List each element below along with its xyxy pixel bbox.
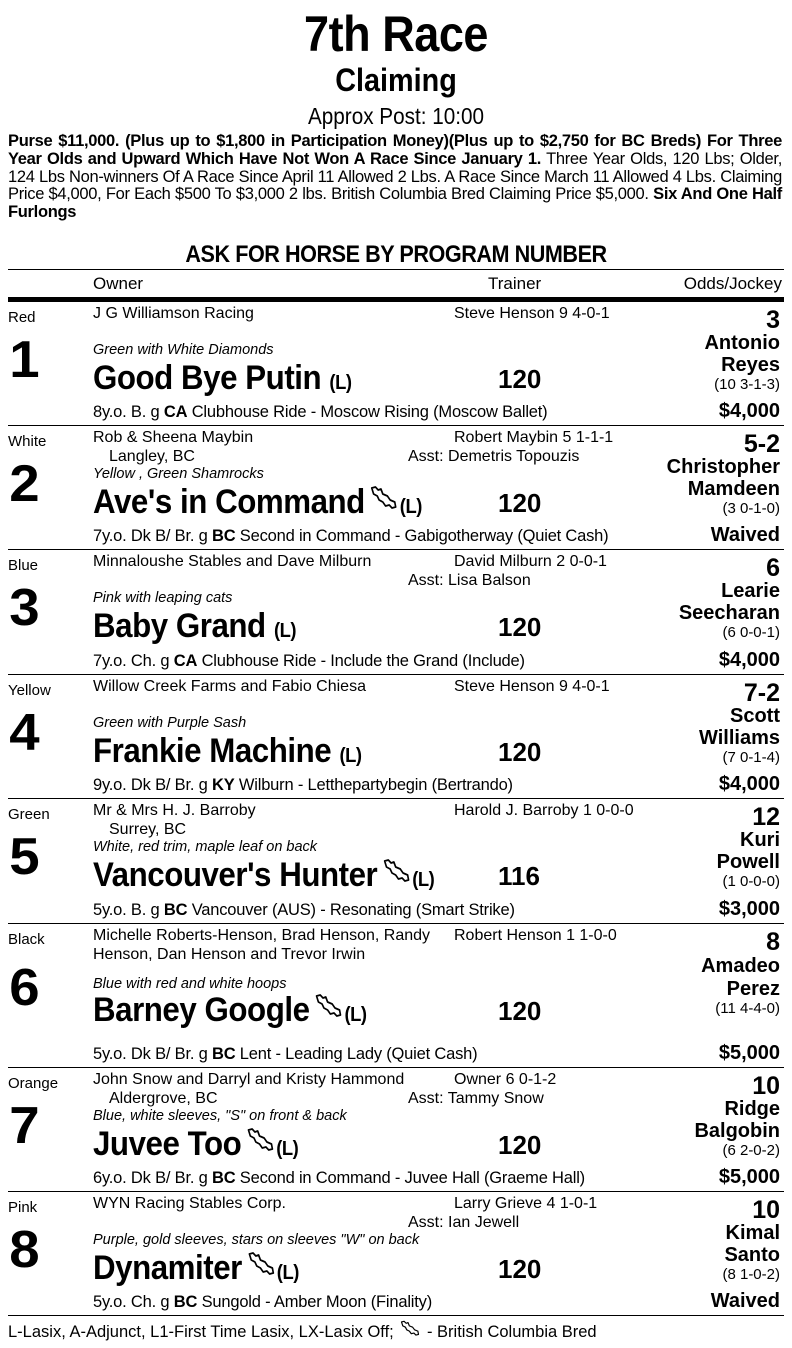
saddle-cloth-color: Red — [8, 309, 36, 326]
horse-name-text: Baby Grand — [93, 607, 266, 645]
sire-dam: Second in Command - Juvee Hall (Graeme Hall) — [235, 1169, 585, 1187]
trainer: Owner 6 0-1-2 — [454, 1071, 557, 1088]
medication: (L) — [273, 620, 297, 642]
horse-name — [93, 990, 367, 1035]
trainer: Steve Henson 9 4-0-1 — [454, 305, 610, 322]
trainer: David Milburn 2 0-0-1 — [454, 553, 607, 570]
race-conditions — [8, 133, 782, 222]
owner — [93, 801, 256, 839]
horse-name-text: Barney Google — [93, 991, 310, 1029]
medication-legend: L-Lasix, A-Adjunct, L1-First Time Lasix, LX-Lasix Off; — [8, 1323, 394, 1341]
jockey-first-name: Christopher — [666, 456, 780, 478]
horse-name — [93, 606, 296, 651]
owner-location: Langley, BC — [109, 448, 195, 465]
owner — [93, 1194, 286, 1213]
weight: 116 — [498, 861, 540, 891]
entry-divider — [8, 1315, 784, 1317]
morning-line-odds: 3 — [766, 306, 780, 334]
claiming-price: $5,000 — [718, 1042, 780, 1064]
morning-line-odds: 7-2 — [743, 679, 780, 707]
saddle-cloth-color: White — [8, 433, 47, 450]
morning-line-odds: 10 — [752, 1196, 780, 1224]
medication: (L) — [339, 745, 362, 767]
silks-description: Blue, white sleeves, "S" on front & back — [93, 1108, 347, 1124]
claiming-price: $4,000 — [718, 773, 780, 795]
morning-line-odds: 8 — [766, 928, 780, 956]
conditions-weights: Three Year Olds, 120 Lbs; Older, 124 Lbs Non-winners Of A Race Since April 11 Allowed 2 Lbs. A Race Since March 11 Allowed 4 Lbs. Claiming Price $4,000, For Each $500 To $3,000 2 lbs. British Columbia Bred Claiming Price $5,000. — [8, 149, 782, 204]
jockey-last-name: Santo — [724, 1244, 780, 1266]
claiming-price: Waived — [710, 524, 780, 546]
claiming-price: $4,000 — [718, 649, 780, 671]
jockey-stats: (11 4-4-0) — [715, 1000, 780, 1017]
horse-name-text: Juvee Too — [93, 1125, 242, 1163]
age-sex-color: 7y.o. Dk B/ Br. g — [93, 527, 212, 545]
bc-bred-icon — [315, 993, 343, 1019]
odds-jockey-column-header: Odds/Jockey — [683, 274, 782, 293]
race-distance: Six And One Half Furlongs — [8, 185, 782, 222]
jockey-first-name: Amadeo — [701, 955, 780, 977]
bred-state: BC — [211, 1169, 236, 1187]
bred-state: BC — [173, 1293, 198, 1311]
saddle-cloth-color: Black — [8, 931, 45, 948]
silks-description: Blue with red and white hoops — [93, 976, 287, 992]
sire-dam: Vancouver (AUS) - Resonating (Smart Strike) — [187, 901, 515, 919]
bred-state: BC — [211, 527, 236, 545]
jockey-stats: (1 0-0-0) — [722, 873, 780, 890]
bc-bred-icon — [370, 485, 398, 511]
owner — [93, 677, 366, 696]
horse-name-text: Vancouver's Hunter — [93, 856, 378, 894]
owner-name: WYN Racing Stables Corp. — [93, 1195, 286, 1212]
weight: 120 — [498, 1130, 542, 1160]
silks-description: Purple, gold sleeves, stars on sleeves "W" on back — [93, 1232, 420, 1248]
jockey-last-name: Reyes — [721, 354, 780, 376]
breeding — [93, 1045, 477, 1064]
ask-banner-text: ASK FOR HORSE BY PROGRAM NUMBER — [185, 241, 607, 268]
owner-name: Michelle Roberts-Henson, Brad Henson, Randy — [93, 927, 431, 944]
horse-name — [93, 1124, 298, 1169]
age-sex-color: 5y.o. B. g — [93, 901, 164, 919]
silks-description: Green with White Diamonds — [93, 342, 274, 358]
jockey-first-name: Kuri — [740, 829, 780, 851]
jockey-last-name: Seecharan — [678, 602, 780, 624]
conditions-purse: Purse $11,000. (Plus up to $1,800 in Participation Money)(Plus up to $2,750 for BC Breds) For Three Year Olds and Upward Which Have Not Won A Race Since January 1. — [8, 132, 782, 168]
jockey-first-name: Learie — [721, 580, 780, 602]
bc-bred-icon — [400, 1320, 420, 1337]
medication: (L) — [344, 1004, 367, 1026]
trainer: Steve Henson 9 4-0-1 — [454, 678, 610, 695]
horse-name — [93, 731, 362, 776]
medication: (L) — [276, 1262, 299, 1284]
jockey-stats: (10 3-1-3) — [714, 376, 780, 393]
bred-state: CA — [173, 652, 198, 670]
horse-name-text: Ave's in Command — [93, 483, 365, 521]
claiming-price: $3,000 — [718, 898, 780, 920]
morning-line-odds: 12 — [752, 803, 780, 831]
sire-dam: Second in Command - Gabigotherway (Quiet Cash) — [235, 527, 609, 545]
trainer: Robert Henson 1 1-0-0 — [454, 927, 617, 944]
bc-bred-legend: - British Columbia Bred — [426, 1323, 597, 1341]
program-number: 2 — [9, 455, 40, 513]
age-sex-color: 7y.o. Ch. g — [93, 652, 174, 670]
program-number: 3 — [9, 579, 40, 637]
program-number: 1 — [9, 331, 40, 389]
trainer-column-header: Trainer — [488, 274, 542, 293]
jockey-first-name: Scott — [730, 705, 780, 727]
owner-name: Mr & Mrs H. J. Barroby — [93, 802, 256, 819]
program-number: 6 — [9, 959, 40, 1017]
owner — [93, 926, 430, 964]
breeding — [93, 403, 547, 422]
owner-location: Henson, Dan Henson and Trevor Irwin — [93, 946, 366, 963]
weight: 120 — [498, 364, 542, 394]
jockey-stats: (3 0-1-0) — [722, 500, 780, 517]
age-sex-color: 9y.o. Dk B/ Br. g — [93, 776, 212, 794]
bred-state: KY — [211, 776, 235, 794]
jockey-stats: (6 2-0-2) — [722, 1142, 780, 1159]
entry-row — [8, 799, 784, 924]
silks-description: White, red trim, maple leaf on back — [93, 839, 318, 855]
bred-state: BC — [163, 901, 188, 919]
saddle-cloth-color: Green — [8, 806, 50, 823]
trainer: Harold J. Barroby 1 0-0-0 — [454, 802, 634, 819]
horse-name — [93, 482, 422, 527]
owner-location: Aldergrove, BC — [109, 1090, 218, 1107]
breeding — [93, 527, 608, 546]
saddle-cloth-color: Pink — [8, 1199, 38, 1216]
saddle-cloth-color: Yellow — [8, 682, 51, 699]
bc-bred-icon — [247, 1127, 275, 1153]
race-type: Claiming — [335, 62, 457, 98]
weight: 120 — [498, 737, 542, 767]
jockey-first-name: Antonio — [704, 332, 780, 354]
bred-state: CA — [163, 403, 188, 421]
assistant-trainer: Asst: Ian Jewell — [408, 1214, 520, 1231]
race-title: 7th Race — [304, 6, 488, 62]
entry-row — [8, 924, 784, 1068]
bred-state: BC — [211, 1045, 236, 1063]
owner-location: Surrey, BC — [109, 821, 187, 838]
weight: 120 — [498, 1254, 542, 1284]
claiming-price: $5,000 — [718, 1166, 780, 1188]
saddle-cloth-color: Blue — [8, 557, 39, 574]
silks-description: Green with Purple Sash — [93, 715, 247, 731]
saddle-cloth-color: Orange — [8, 1075, 59, 1092]
trainer: Robert Maybin 5 1-1-1 — [454, 429, 614, 446]
bc-bred-icon — [247, 1251, 275, 1277]
silks-description: Yellow , Green Shamrocks — [93, 466, 264, 482]
age-sex-color: 8y.o. B. g — [93, 403, 164, 421]
owner-name: Minnaloushe Stables and Dave Milburn — [93, 553, 372, 570]
breeding — [93, 776, 513, 795]
medication: (L) — [399, 496, 422, 518]
owner-name: J G Williamson Racing — [93, 305, 254, 322]
silks-description: Pink with leaping cats — [93, 590, 233, 606]
horse-name-text: Dynamiter — [93, 1249, 242, 1287]
morning-line-odds: 6 — [766, 554, 780, 582]
sire-dam: Wilburn - Letthepartybegin (Bertrando) — [234, 776, 513, 794]
medication: (L) — [276, 1138, 299, 1160]
assistant-trainer: Asst: Demetris Topouzis — [408, 448, 580, 465]
jockey-last-name: Powell — [716, 851, 780, 873]
entry-row — [8, 550, 784, 675]
owner — [93, 1070, 404, 1108]
entry-row — [8, 1068, 784, 1192]
age-sex-color: 6y.o. Dk B/ Br. g — [93, 1169, 212, 1187]
breeding — [93, 1293, 432, 1312]
trainer: Larry Grieve 4 1-0-1 — [454, 1195, 598, 1212]
sire-dam: Sungold - Amber Moon (Finality) — [197, 1293, 432, 1311]
entry-row — [8, 1192, 784, 1316]
owner-name: Rob & Sheena Maybin — [93, 429, 254, 446]
column-headers — [8, 272, 784, 298]
owner — [93, 428, 253, 466]
sire-dam: Lent - Leading Lady (Quiet Cash) — [235, 1045, 478, 1063]
program-number: 7 — [9, 1097, 40, 1155]
entry-row — [8, 675, 784, 799]
morning-line-odds: 10 — [752, 1072, 780, 1100]
weight: 120 — [498, 488, 542, 518]
jockey-last-name: Mamdeen — [687, 478, 780, 500]
post-time: Approx Post: 10:00 — [307, 103, 485, 129]
age-sex-color: 5y.o. Dk B/ Br. g — [93, 1045, 212, 1063]
breeding — [93, 652, 525, 671]
weight: 120 — [498, 612, 542, 642]
horse-name — [93, 1248, 299, 1293]
sire-dam: Clubhouse Ride - Include the Grand (Include) — [197, 652, 525, 670]
claiming-price: Waived — [710, 1290, 780, 1312]
weight: 120 — [498, 996, 542, 1026]
ask-banner — [8, 242, 784, 270]
owner-name: John Snow and Darryl and Kristy Hammond — [93, 1071, 405, 1088]
assistant-trainer: Asst: Lisa Balson — [408, 572, 531, 589]
horse-name-text: Good Bye Putin — [93, 359, 322, 397]
footer-legend — [8, 1320, 597, 1342]
jockey-first-name: Ridge — [724, 1098, 780, 1120]
program-number: 8 — [9, 1221, 40, 1279]
jockey-stats: (8 1-0-2) — [722, 1266, 780, 1283]
age-sex-color: 5y.o. Ch. g — [93, 1293, 174, 1311]
breeding — [93, 1169, 585, 1188]
entry-row — [8, 302, 784, 426]
jockey-stats: (7 0-1-4) — [722, 749, 780, 766]
breeding — [93, 901, 515, 920]
jockey-first-name: Kimal — [725, 1222, 780, 1244]
horse-name — [93, 855, 434, 900]
owner-name: Willow Creek Farms and Fabio Chiesa — [93, 678, 366, 695]
bc-bred-icon — [383, 858, 411, 884]
claiming-price: $4,000 — [718, 400, 780, 422]
assistant-trainer: Asst: Tammy Snow — [408, 1090, 544, 1107]
owner-column-header: Owner — [93, 274, 144, 293]
program-number: 5 — [9, 828, 40, 886]
medication: (L) — [329, 372, 352, 394]
morning-line-odds: 5-2 — [743, 430, 780, 458]
owner — [93, 552, 371, 571]
jockey-last-name: Balgobin — [694, 1120, 780, 1142]
horse-name — [93, 358, 352, 403]
owner — [93, 304, 254, 323]
sire-dam: Clubhouse Ride - Moscow Rising (Moscow Ballet) — [187, 403, 548, 421]
program-number: 4 — [9, 704, 40, 762]
jockey-last-name: Williams — [699, 727, 780, 749]
entry-row — [8, 426, 784, 550]
medication: (L) — [412, 869, 435, 891]
horse-name-text: Frankie Machine — [93, 732, 332, 770]
jockey-stats: (6 0-0-1) — [722, 624, 780, 641]
jockey-last-name: Perez — [726, 978, 780, 1000]
